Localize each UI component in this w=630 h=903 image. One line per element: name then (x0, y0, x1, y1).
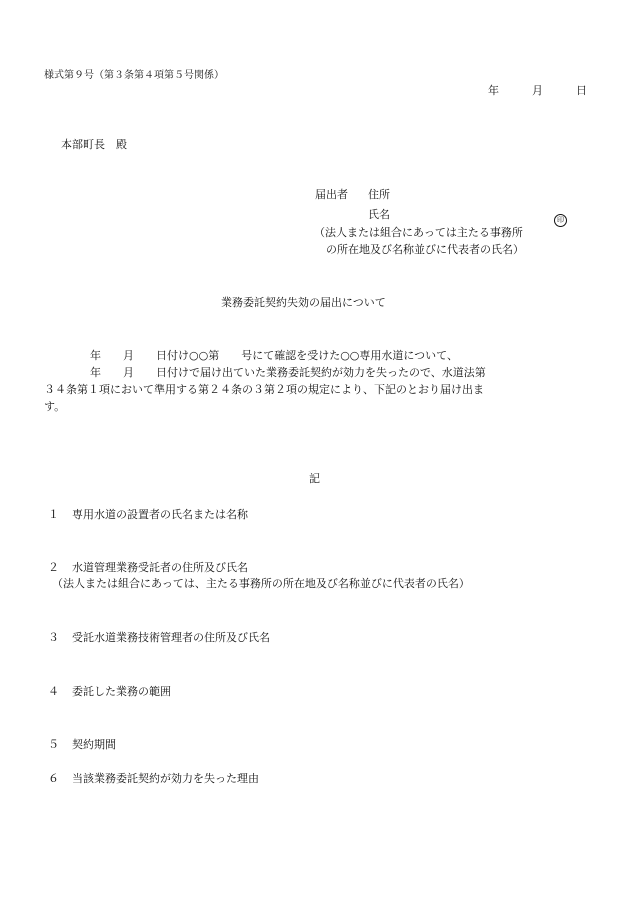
body-line-3: ３４条第１項において準用する第２４条の３第２項の規定により、下記のとおり届け出ま (44, 383, 484, 396)
body-line-2: 年 月 日付けで届け出ていた業務委託契約が効力を失ったので、水道法第 (90, 366, 486, 379)
date-month: 月 (532, 84, 543, 97)
item-number: ５ (48, 738, 59, 751)
applicant-address-label: 住所 (368, 188, 390, 201)
item-text: 当該業務委託契約が効力を失った理由 (72, 772, 259, 785)
ki-heading: 記 (309, 472, 320, 485)
applicant-note-line2: の所在地及び名称並びに代表者の氏名） (326, 243, 524, 256)
item-number: ４ (48, 685, 59, 698)
item-text: 水道管理業務受託者の住所及び氏名 (72, 561, 248, 574)
addressee: 本部町長 殿 (61, 138, 127, 151)
seal-mark: 印 (554, 214, 567, 227)
item-text: 契約期間 (72, 738, 116, 751)
document-title: 業務委託契約失効の届出について (221, 296, 386, 309)
item-note: （法人または組合にあっては、主たる事務所の所在地及び名称並びに代表者の氏名） (52, 577, 470, 590)
item-number: ２ (48, 561, 59, 574)
list-item (48, 559, 248, 575)
item-text: 専用水道の設置者の氏名または名称 (72, 508, 248, 521)
item-number: ６ (48, 772, 59, 785)
list-item (48, 629, 270, 645)
date-year: 年 (488, 84, 499, 97)
list-item (48, 683, 171, 699)
list-item (48, 770, 259, 786)
applicant-note-line1: （法人または組合にあっては主たる事務所 (314, 226, 523, 239)
list-item (48, 506, 248, 522)
applicant-name-label: 氏名 (368, 208, 390, 221)
date-line (488, 82, 587, 98)
date-day: 日 (576, 84, 587, 97)
item-text: 受託水道業務技術管理者の住所及び氏名 (72, 631, 270, 644)
form-label: 様式第９号（第３条第４項第５号関係） (44, 70, 224, 81)
applicant-label: 届出者 (315, 188, 348, 201)
item-text: 委託した業務の範囲 (72, 685, 171, 698)
list-item (48, 736, 116, 752)
body-line-1: 年 月 日付け○○第 号にて確認を受けた○○専用水道について、 (90, 349, 458, 362)
body-line-4: す。 (44, 400, 66, 413)
item-number: １ (48, 508, 59, 521)
item-number: ３ (48, 631, 59, 644)
